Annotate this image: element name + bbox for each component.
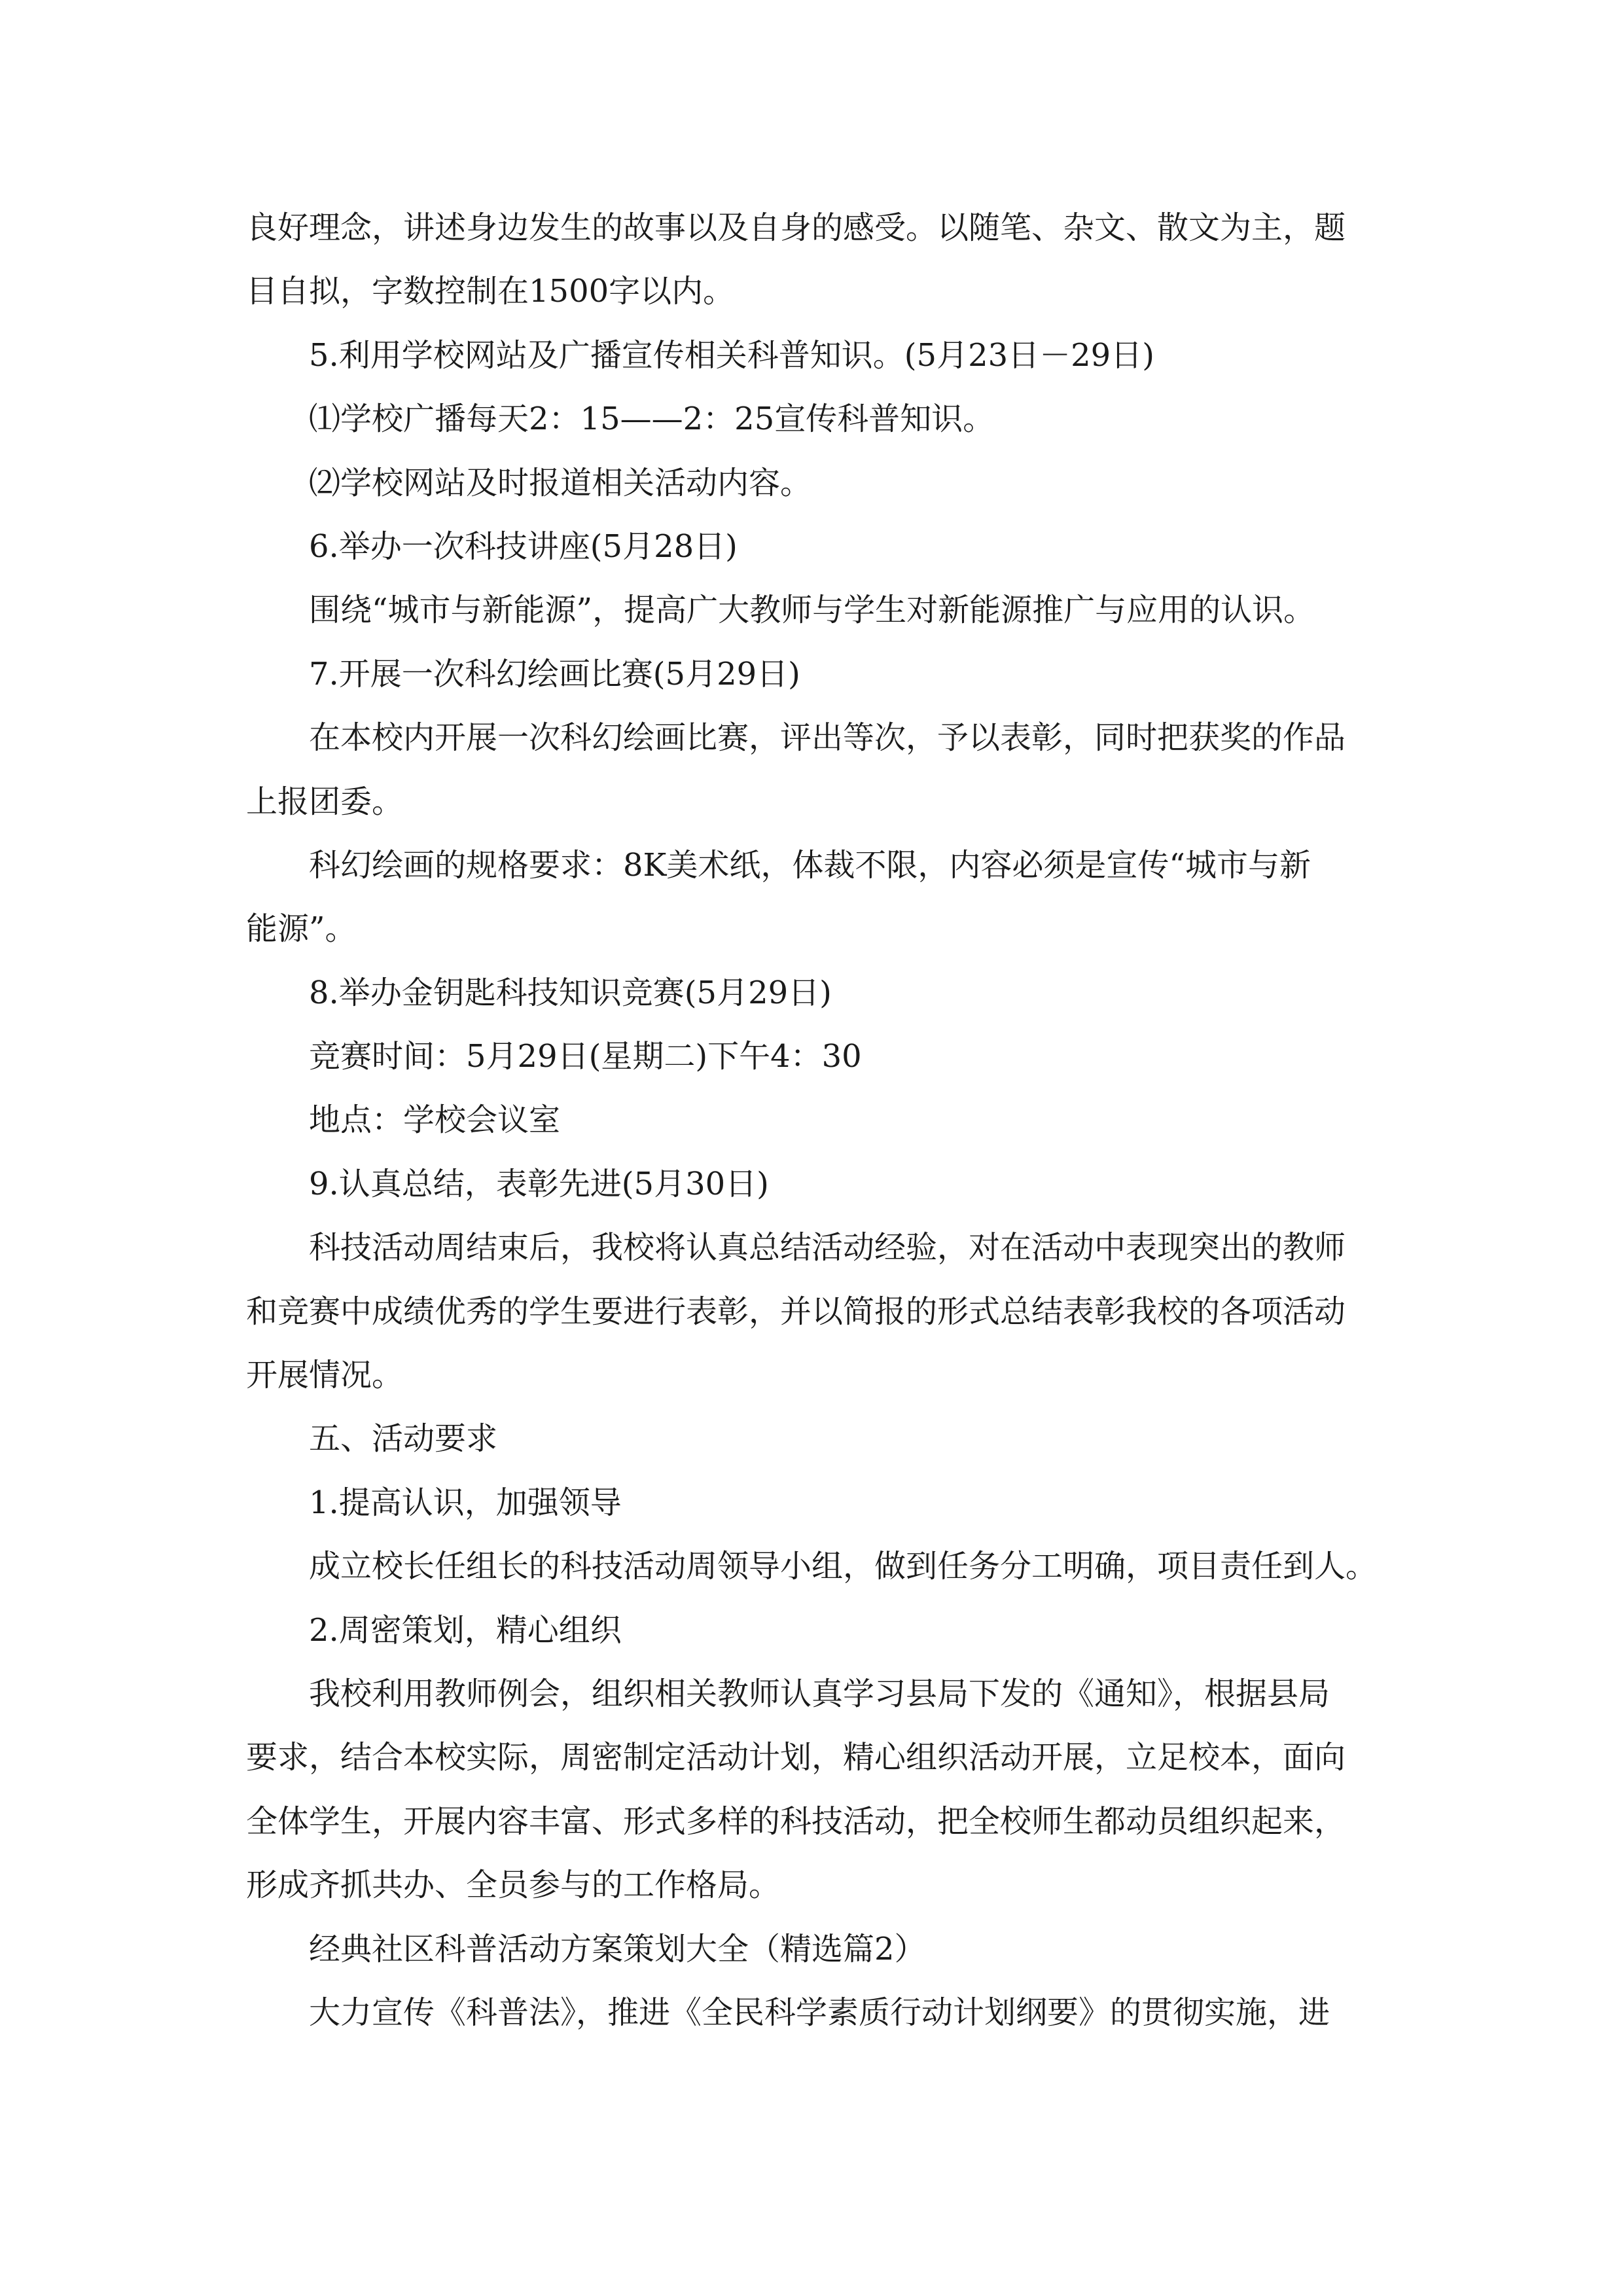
text-line: 8.举办金钥匙科技知识竞赛(5月29日) (309, 974, 832, 1011)
text-line: 和竞赛中成绩优秀的学生要进行表彰，并以简报的形式总结表彰我校的各项活动 (246, 1293, 1346, 1330)
text-line: 成立校长任组长的科技活动周领导小组，做到任务分工明确，项目责任到人。 (309, 1548, 1378, 1585)
text-line: 要求，结合本校实际，周密制定活动计划，精心组织活动开展，立足校本，面向 (246, 1739, 1346, 1776)
text-line: 开展情况。 (246, 1357, 404, 1394)
text-line: 科技活动周结束后，我校将认真总结活动经验，对在活动中表现突出的教师 (309, 1229, 1346, 1266)
text-line: 上报团委。 (246, 783, 404, 820)
text-line: 形成齐抓共办、全员参与的工作格局。 (246, 1867, 781, 1904)
text-line: 竞赛时间：5月29日(星期二)下午4：30 (309, 1038, 862, 1075)
text-line: 科幻绘画的规格要求：8K美术纸，体裁不限，内容必须是宣传“城市与新 (309, 846, 1311, 884)
text-line: 我校利用教师例会，组织相关教师认真学习县局下发的《通知》，根据县局 (309, 1675, 1330, 1712)
text-line: 五、活动要求 (309, 1420, 498, 1458)
document-body (246, 196, 1378, 2045)
text-line: 目自拟，字数控制在1500字以内。 (246, 273, 735, 310)
text-line: ⑵学校网站及时报道相关活动内容。 (309, 464, 812, 501)
text-line: 6.举办一次科技讲座(5月28日) (309, 528, 738, 565)
text-line: 经典社区科普活动方案策划大全（精选篇2） (309, 1930, 926, 1967)
text-line: 1.提高认识，加强领导 (309, 1484, 622, 1521)
text-line: 良好理念，讲述身边发生的故事以及自身的感受。以随笔、杂文、散文为主，题 (246, 209, 1346, 246)
text-line: 大力宣传《科普法》，推进《全民科学素质行动计划纲要》的贯彻实施，进 (309, 1994, 1330, 2031)
text-line: ⑴学校广播每天2：15——2：25宣传科普知识。 (309, 401, 995, 438)
text-line: 全体学生，开展内容丰富、形式多样的科技活动，把全校师生都动员组织起来， (246, 1803, 1346, 1840)
text-line: 7.开展一次科幻绘画比赛(5月29日) (309, 655, 800, 692)
text-line: 5.利用学校网站及广播宣传相关科普知识。(5月23日－29日) (309, 336, 1154, 374)
text-line: 在本校内开展一次科幻绘画比赛，评出等次，予以表彰，同时把获奖的作品 (309, 719, 1346, 757)
text-line: 围绕“城市与新能源”，提高广大教师与学生对新能源推广与应用的认识。 (309, 592, 1315, 629)
text-line: 地点：学校会议室 (309, 1102, 561, 1139)
text-line: 2.周密策划，精心组织 (309, 1611, 622, 1649)
text-line: 9.认真总结，表彰先进(5月30日) (309, 1165, 769, 1202)
text-line: 能源”。 (246, 910, 357, 948)
